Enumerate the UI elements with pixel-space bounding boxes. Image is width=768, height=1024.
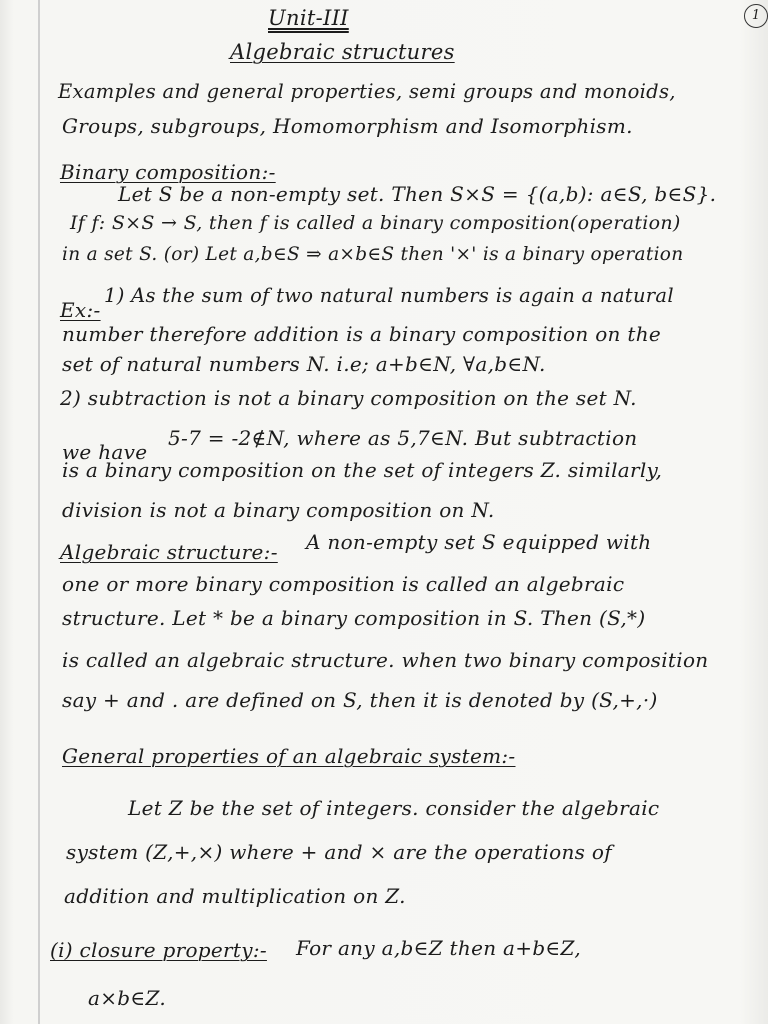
algebraic-line-2: one or more binary composition is called an algebraic <box>62 572 625 596</box>
algebraic-line-3: structure. Let * be a binary composition in S. Then (S,*) <box>62 606 646 630</box>
algebraic-line-1: A non-empty set S equipped with <box>306 530 652 554</box>
example1-line-3: set of natural numbers N. i.e; a+b∈N, ∀a,b∈N. <box>62 352 546 376</box>
unit-title: Unit-III <box>268 6 349 30</box>
topics-line-1: Examples and general properties, semi groups and monoids, <box>58 80 676 103</box>
example1-line-1: 1) As the sum of two natural numbers is again a natural <box>104 284 674 307</box>
algebraic-line-4: is called an algebraic structure. when two binary composition <box>62 648 709 672</box>
topics-line-2: Groups, subgroups, Homomorphism and Isomorphism. <box>62 114 633 138</box>
binary-line-1: Let S be a non-empty set. Then S×S = {(a,b): a∈S, b∈S}. <box>118 182 717 206</box>
example2-line-2b: 5-7 = -2∉N, where as 5,7∈N. But subtraction <box>168 426 638 450</box>
example-label: Ex:- <box>60 298 101 322</box>
example2-line-2a: we have <box>62 440 148 464</box>
closure-property-heading: (i) closure property:- <box>50 938 267 962</box>
margin-line <box>38 0 40 1024</box>
binary-line-2: If f: S×S → S, then f is called a binary composition(operation) <box>70 212 681 234</box>
example1-line-2: number therefore addition is a binary composition on the <box>62 322 662 346</box>
binary-line-3: in a set S. (or) Let a,b∈S ⇒ a×b∈S then '×' is a binary operation <box>62 244 684 265</box>
algebraic-structure-heading: Algebraic structure:- <box>60 540 278 564</box>
example2-line-1: 2) subtraction is not a binary composition on the set N. <box>60 386 637 410</box>
algebraic-line-5: say + and . are defined on S, then it is denoted by (S,+,·) <box>62 688 658 712</box>
general-line-3: addition and multiplication on Z. <box>64 884 406 908</box>
page-number: 1 <box>744 4 768 28</box>
example2-line-3: is a binary composition on the set of integers Z. similarly, <box>62 458 663 482</box>
closure-line-1: For any a,b∈Z then a+b∈Z, <box>296 936 582 960</box>
chapter-title: Algebraic structures <box>230 40 455 64</box>
example2-line-4: division is not a binary composition on N. <box>62 498 495 522</box>
closure-line-2: a×b∈Z. <box>88 986 166 1010</box>
binary-composition-heading: Binary composition:- <box>60 160 276 184</box>
general-line-1: Let Z be the set of integers. consider the algebraic <box>128 796 660 820</box>
general-properties-heading: General properties of an algebraic system:- <box>62 744 516 768</box>
general-line-2: system (Z,+,×) where + and × are the operations of <box>66 840 612 864</box>
